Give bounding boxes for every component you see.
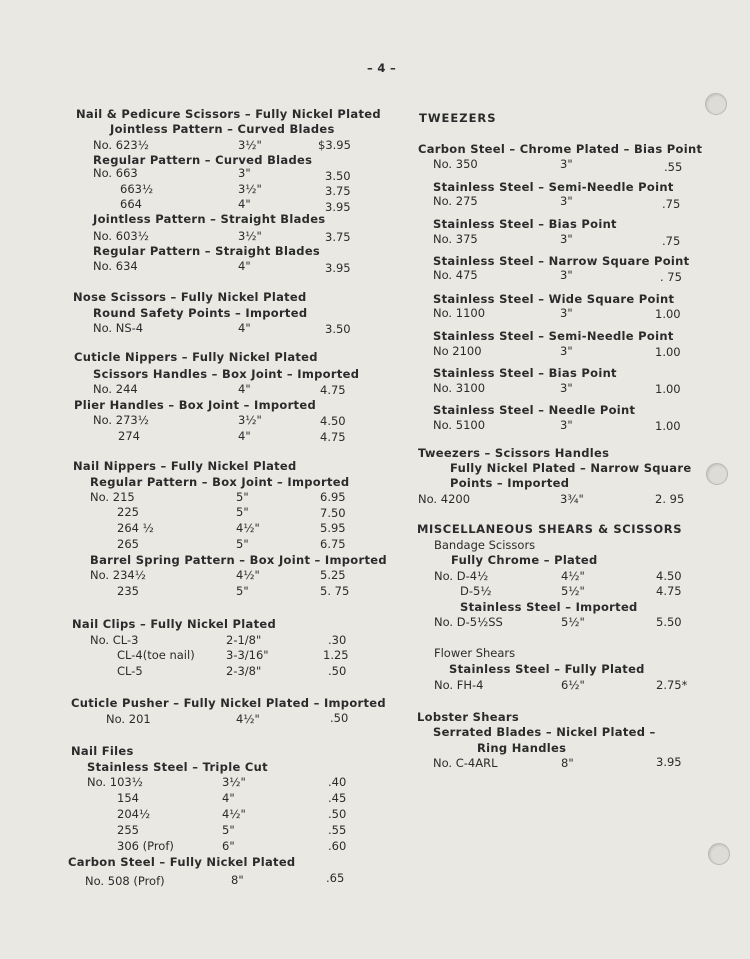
item-price: .40 — [328, 775, 347, 789]
item-size: 6½" — [561, 678, 585, 692]
subheading: Fully Chrome – Plated — [451, 553, 598, 567]
item-number: No. 663 — [93, 166, 138, 180]
item-price: 1.00 — [655, 382, 681, 396]
item-price: .55 — [664, 160, 683, 174]
item-price: 1.00 — [655, 345, 681, 359]
item-price: 3.95 — [325, 200, 351, 214]
item-number: 274 — [118, 429, 140, 443]
subheading: Round Safety Points – Imported — [93, 306, 308, 320]
item-size: 4½" — [561, 569, 585, 583]
item-number: No. 4200 — [418, 492, 471, 506]
item-size: 3" — [560, 232, 573, 246]
item-number: No. 5100 — [433, 418, 486, 432]
item-number: No. 375 — [433, 232, 478, 246]
item-price: 6.75 — [320, 537, 346, 551]
section-title-nose-scissors: Nose Scissors – Fully Nickel Plated — [73, 290, 307, 304]
item-size: 3" — [560, 381, 573, 395]
item-size: 3" — [560, 194, 573, 208]
item-price: 4.75 — [320, 383, 346, 397]
binder-hole-top — [705, 93, 727, 115]
item-number: No. 508 (Prof) — [85, 874, 165, 888]
item-number: 306 (Prof) — [117, 839, 174, 853]
item-price: .60 — [328, 839, 347, 853]
item-size: 3" — [560, 268, 573, 282]
item-price: .30 — [328, 633, 347, 647]
subheading: Bandage Scissors — [434, 538, 536, 552]
item-price: 4.50 — [656, 569, 682, 583]
item-number: No. 634 — [93, 259, 138, 273]
item-size: 5" — [236, 537, 249, 551]
item-size: 5" — [236, 584, 249, 598]
item-number: No. 234½ — [90, 568, 146, 582]
item-size: 3½" — [238, 229, 262, 243]
page-number: – 4 – — [367, 61, 397, 75]
item-size: 2-1/8" — [226, 633, 262, 647]
item-price: .75 — [662, 197, 681, 211]
section-title-cuticle-pusher: Cuticle Pusher – Fully Nickel Plated – Imported — [71, 696, 386, 710]
binder-hole-middle — [706, 463, 728, 485]
subheading: Barrel Spring Pattern – Box Joint – Imported — [90, 553, 387, 567]
item-price: 7.50 — [320, 506, 346, 520]
section-title-nail-nippers: Nail Nippers – Fully Nickel Plated — [73, 459, 297, 473]
item-description: Stainless Steel – Semi-Needle Point — [433, 329, 674, 343]
item-price: $3.95 — [318, 138, 351, 152]
item-price: 5.50 — [656, 615, 682, 629]
item-size: 4½" — [236, 521, 260, 535]
item-price: 4.75 — [656, 584, 682, 598]
item-size: 5" — [236, 490, 249, 504]
item-size: 3" — [560, 344, 573, 358]
item-size: 3-3/16" — [226, 648, 269, 662]
item-number: No. 103½ — [87, 775, 143, 789]
section-title-tweezers-scissors-handles: Tweezers – Scissors Handles — [418, 446, 610, 460]
item-price: 1.25 — [323, 648, 349, 662]
item-size: 3" — [560, 306, 573, 320]
item-price: 3.50 — [325, 169, 351, 183]
section-title-lobster-shears: Lobster Shears — [417, 710, 520, 724]
item-size: 5½" — [561, 615, 585, 629]
subheading: Plier Handles – Box Joint – Imported — [74, 398, 316, 412]
item-number: No. 244 — [93, 382, 138, 396]
item-size: 2-3/8" — [226, 664, 262, 678]
item-price: . 75 — [660, 270, 682, 284]
item-number: 663½ — [120, 182, 154, 196]
item-number: No. 603½ — [93, 229, 149, 243]
item-price: 3.75 — [325, 184, 351, 198]
item-number: No 2100 — [433, 344, 482, 358]
subheading: Regular Pattern – Curved Blades — [93, 153, 313, 167]
item-description: Stainless Steel – Bias Point — [433, 366, 617, 380]
subheading: Scissors Handles – Box Joint – Imported — [93, 367, 360, 381]
item-description: Stainless Steel – Narrow Square Point — [433, 254, 690, 268]
item-size: 4" — [238, 321, 251, 335]
subheading: Jointless Pattern – Curved Blades — [110, 122, 335, 136]
section-title-nail-files: Nail Files — [71, 744, 134, 758]
item-size: 5" — [222, 823, 235, 837]
section-title-cuticle-nippers: Cuticle Nippers – Fully Nickel Plated — [74, 350, 318, 364]
item-number: No. CL-3 — [90, 633, 139, 647]
item-size: 3" — [560, 157, 573, 171]
subheading: Carbon Steel – Fully Nickel Plated — [68, 855, 296, 869]
subheading: Stainless Steel – Fully Plated — [449, 662, 645, 676]
item-description: Stainless Steel – Bias Point — [433, 217, 617, 231]
item-size: 3½" — [238, 182, 262, 196]
item-description: Stainless Steel – Needle Point — [433, 403, 636, 417]
item-number: 154 — [117, 791, 139, 805]
item-size: 4" — [238, 197, 251, 211]
item-description: Stainless Steel – Wide Square Point — [433, 292, 675, 306]
item-number: No. 201 — [106, 712, 151, 726]
item-size: 4" — [222, 791, 235, 805]
item-price: 5. 75 — [320, 584, 350, 598]
item-size: 3½" — [222, 775, 246, 789]
item-description: Carbon Steel – Chrome Plated – Bias Point — [418, 142, 703, 156]
item-number: No. 475 — [433, 268, 478, 282]
item-number: No. D-5½SS — [434, 615, 503, 629]
item-size: 3¾" — [560, 492, 584, 506]
item-number: No. D-4½ — [434, 569, 489, 583]
subheading: Points – Imported — [450, 476, 570, 490]
subheading: Regular Pattern – Box Joint – Imported — [90, 475, 350, 489]
item-size: 8" — [231, 873, 244, 887]
item-price: 2. 95 — [655, 492, 685, 506]
item-number: No. 3100 — [433, 381, 486, 395]
item-number: 664 — [120, 197, 142, 211]
item-price: 5.95 — [320, 521, 346, 535]
item-price: 2.75* — [656, 678, 688, 692]
item-price: 5.25 — [320, 568, 346, 582]
item-price: .75 — [662, 234, 681, 248]
item-price: 4.75 — [320, 430, 346, 444]
item-size: 5" — [236, 505, 249, 519]
item-size: 4½" — [236, 712, 260, 726]
item-size: 4½" — [236, 568, 260, 582]
item-size: 3½" — [238, 138, 262, 152]
section-title-tweezers: TWEEZERS — [419, 111, 497, 125]
item-price: .50 — [328, 807, 347, 821]
subheading: Fully Nickel Plated – Narrow Square — [450, 461, 692, 475]
item-number: No. FH-4 — [434, 678, 484, 692]
item-number: 264 ½ — [117, 521, 154, 535]
section-title-miscellaneous: MISCELLANEOUS SHEARS & SCISSORS — [417, 522, 683, 536]
item-price: 6.95 — [320, 490, 346, 504]
item-number: 225 — [117, 505, 139, 519]
section-title-nail-pedicure: Nail & Pedicure Scissors – Fully Nickel Plated — [76, 107, 381, 121]
item-size: 6" — [222, 839, 235, 853]
item-size: 8" — [561, 756, 574, 770]
section-title-nail-clips: Nail Clips – Fully Nickel Plated — [72, 617, 277, 631]
binder-hole-bottom — [708, 843, 730, 865]
item-size: 3" — [560, 418, 573, 432]
item-price: 3.50 — [325, 322, 351, 336]
item-number: No. 623½ — [93, 138, 149, 152]
subheading: Regular Pattern – Straight Blades — [93, 244, 321, 258]
item-price: .50 — [330, 711, 349, 725]
item-price: 1.00 — [655, 419, 681, 433]
item-price: 4.50 — [320, 414, 346, 428]
item-description: Stainless Steel – Semi-Needle Point — [433, 180, 674, 194]
item-number: D-5½ — [460, 584, 492, 598]
item-size: 3" — [238, 166, 251, 180]
item-price: .55 — [328, 823, 347, 837]
item-price: 1.00 — [655, 307, 681, 321]
item-number: No. 273½ — [93, 413, 149, 427]
subheading: Serrated Blades – Nickel Plated – — [433, 725, 656, 739]
item-number: No. NS-4 — [93, 321, 144, 335]
subheading: Jointless Pattern – Straight Blades — [93, 212, 326, 226]
item-number: No. 350 — [433, 157, 478, 171]
item-price: 3.95 — [656, 755, 682, 769]
subheading: Flower Shears — [434, 646, 516, 660]
item-price: 3.95 — [325, 261, 351, 275]
item-number: No. 215 — [90, 490, 135, 504]
item-number: 265 — [117, 537, 139, 551]
item-size: 4" — [238, 429, 251, 443]
item-price: 3.75 — [325, 230, 351, 244]
item-size: 3½" — [238, 413, 262, 427]
item-number: 204½ — [117, 807, 151, 821]
item-price: .45 — [328, 791, 347, 805]
item-price: .50 — [328, 664, 347, 678]
subheading: Stainless Steel – Imported — [460, 600, 638, 614]
item-size: 4" — [238, 259, 251, 273]
subheading: Stainless Steel – Triple Cut — [87, 760, 268, 774]
item-number: 255 — [117, 823, 139, 837]
item-number: CL-5 — [117, 664, 143, 678]
item-number: 235 — [117, 584, 139, 598]
item-number: CL-4(toe nail) — [117, 648, 195, 662]
item-size: 4½" — [222, 807, 246, 821]
item-size: 5½" — [561, 584, 585, 598]
item-size: 4" — [238, 382, 251, 396]
item-price: .65 — [326, 871, 345, 885]
item-number: No. C-4ARL — [433, 756, 498, 770]
item-number: No. 275 — [433, 194, 478, 208]
subheading: Ring Handles — [477, 741, 567, 755]
item-number: No. 1100 — [433, 306, 486, 320]
